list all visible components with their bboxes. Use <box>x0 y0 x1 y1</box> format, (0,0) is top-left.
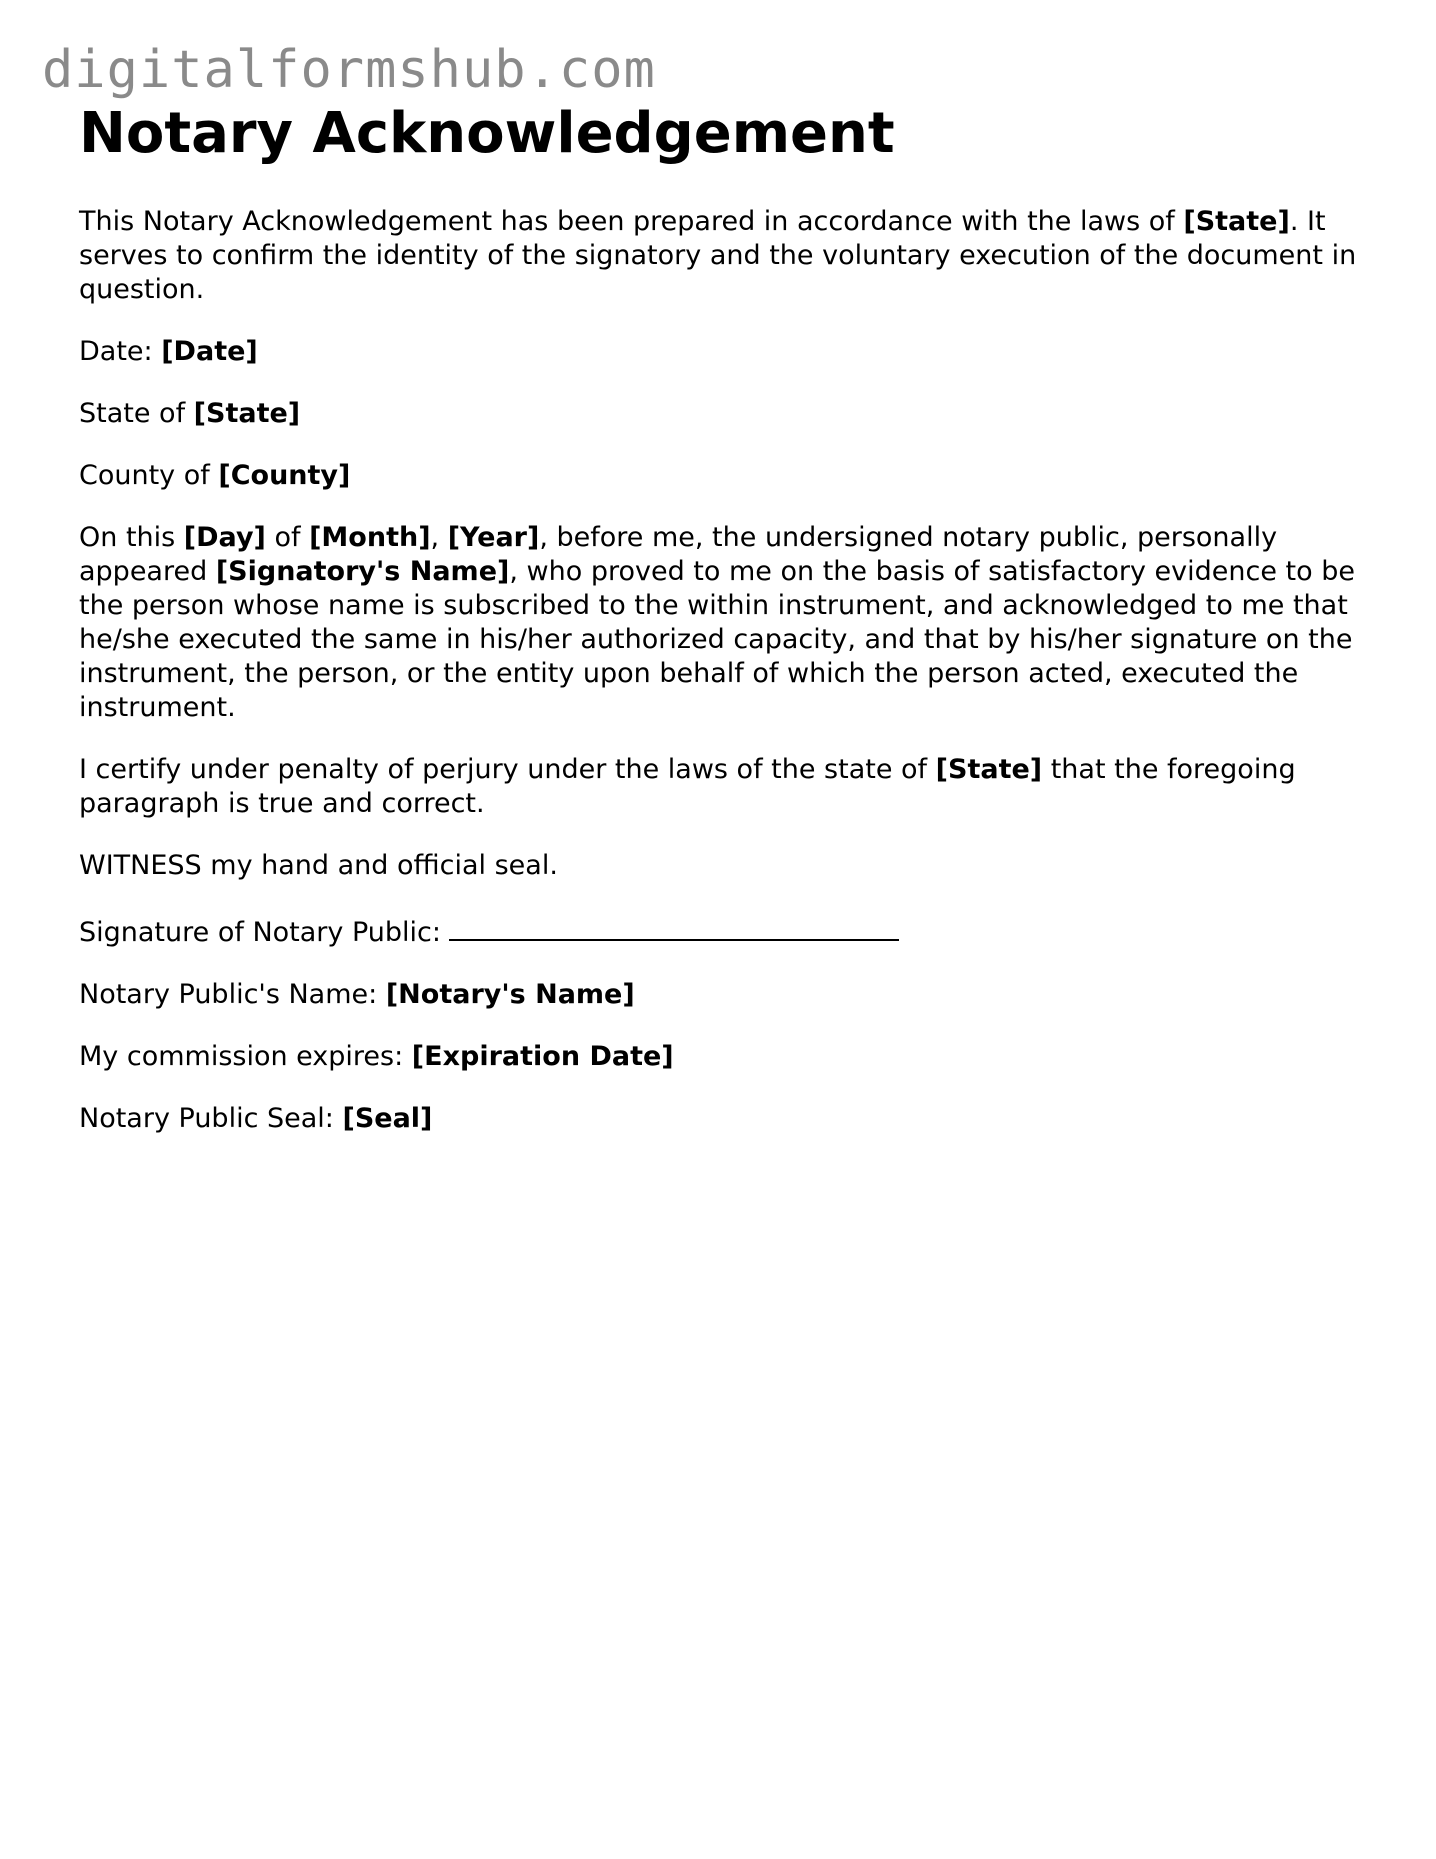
date-line <box>79 335 1369 369</box>
expiration-date-placeholder: [Expiration Date] <box>411 1041 674 1073</box>
certify-text-after: that the foregoing paragraph is true and correct. <box>79 754 1296 820</box>
year-placeholder: [Year] <box>447 522 540 554</box>
signature-blank[interactable] <box>449 911 899 941</box>
notary-name-placeholder: [Notary's Name] <box>385 979 635 1011</box>
ack-text-4: , before me, the undersigned notary public, personally appeared <box>79 522 1278 588</box>
intro-text-after: . It serves to confirm the identity of the signatory and the voluntary execution of the document in question. <box>79 206 1357 306</box>
county-label: County of <box>79 460 219 492</box>
state-line <box>79 397 1369 431</box>
signatory-placeholder: [Signatory's Name] <box>215 556 510 588</box>
intro-text-before: This Notary Acknowledgement has been prepared in accordance with the laws of <box>79 206 1184 238</box>
watermark-logo: digitalformshub.com <box>42 40 656 100</box>
notary-name-label: Notary Public's Name: <box>79 979 386 1011</box>
ack-text-3: , <box>430 522 448 554</box>
ack-text-2: of <box>265 522 310 554</box>
signature-line <box>79 911 1369 950</box>
state-label: State of <box>79 398 194 430</box>
state-placeholder: [State] <box>193 398 301 430</box>
witness-line: WITNESS my hand and official seal. <box>79 850 558 882</box>
certify-text-before: I certify under penalty of perjury under the laws of the state of <box>79 754 936 786</box>
date-label: Date: <box>79 336 162 368</box>
commission-label: My commission expires: <box>79 1041 412 1073</box>
date-placeholder: [Date] <box>161 336 258 368</box>
seal-placeholder: [Seal] <box>342 1103 433 1135</box>
commission-line <box>79 1040 1369 1074</box>
certify-state-placeholder: [State] <box>935 754 1043 786</box>
seal-label: Notary Public Seal: <box>79 1103 343 1135</box>
document-page <box>79 100 1369 1164</box>
acknowledgment-paragraph <box>79 521 1369 725</box>
month-placeholder: [Month] <box>309 522 431 554</box>
day-placeholder: [Day] <box>183 522 266 554</box>
county-line <box>79 459 1369 493</box>
notary-name-line <box>79 978 1369 1012</box>
seal-line <box>79 1102 1369 1136</box>
certify-paragraph <box>79 753 1369 821</box>
ack-text-1: On this <box>79 522 184 554</box>
intro-paragraph <box>79 205 1369 307</box>
ack-text-5: , who proved to me on the basis of satisfactory evidence to be the person whose name is subscribed to the within instrument, and acknowledged to me that he/she executed the same in his/her authorized capacity, and that by his/her signature on the instrument, the person, or the entity upon behalf of which the person acted, executed the instrument. <box>79 556 1355 724</box>
intro-state-placeholder: [State] <box>1183 206 1290 238</box>
page-title: Notary Acknowledgement <box>79 101 895 166</box>
signature-label: Signature of Notary Public: <box>79 917 441 949</box>
county-placeholder: [County] <box>218 460 351 492</box>
